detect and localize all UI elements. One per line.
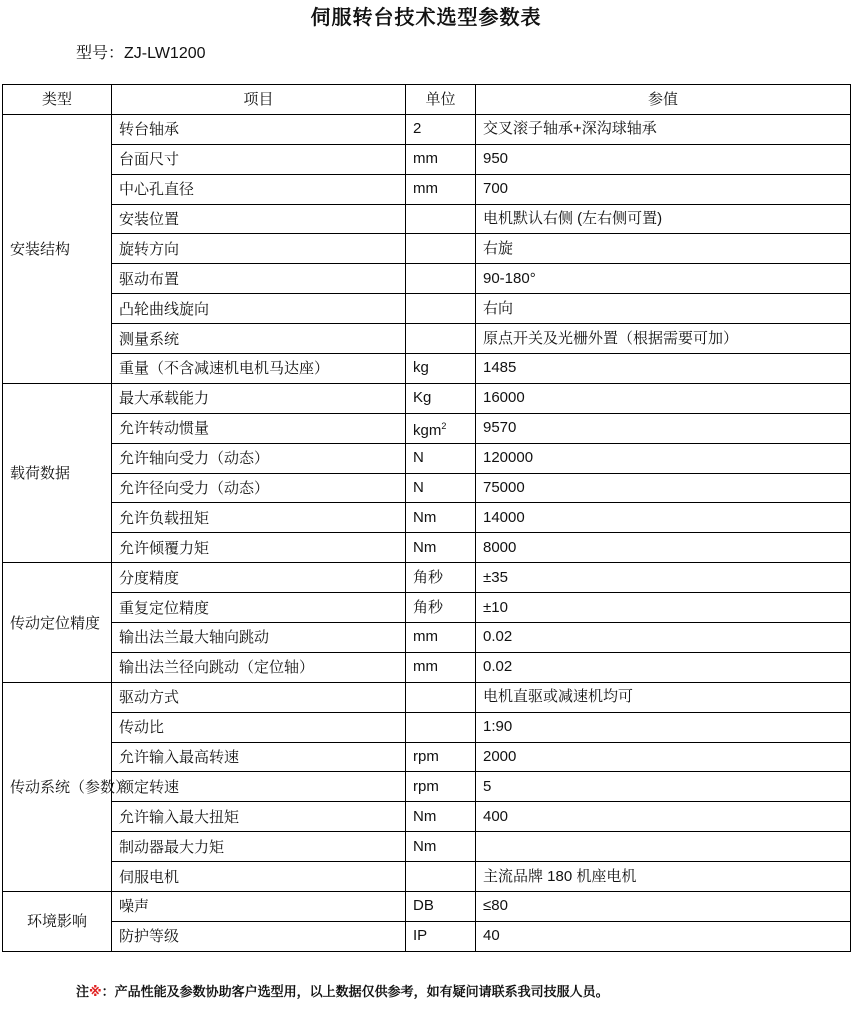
table-row (3, 652, 851, 682)
item-cell: 输出法兰径向跳动（定位轴） (112, 652, 406, 682)
table-row (3, 443, 851, 473)
value-cell: ±35 (476, 563, 851, 593)
unit-cell: 2 (406, 114, 476, 144)
item-cell: 额定转速 (112, 772, 406, 802)
table-row (3, 533, 851, 563)
table-row (3, 204, 851, 234)
table-row (3, 682, 851, 712)
item-cell: 安装位置 (112, 204, 406, 234)
reference-mark-icon: ※ (89, 985, 102, 1000)
footnote (76, 982, 609, 1004)
table-row (3, 294, 851, 324)
value-cell: 原点开关及光栅外置（根据需要可加） (476, 324, 851, 354)
header-type: 类型 (3, 85, 112, 115)
value-cell: 0.02 (476, 623, 851, 653)
unit-cell: N (406, 443, 476, 473)
value-cell: ≤80 (476, 892, 851, 922)
spec-table (2, 84, 851, 952)
table-row (3, 862, 851, 892)
value-cell: 电机默认右侧 (左右侧可置) (476, 204, 851, 234)
table-row (3, 473, 851, 503)
table-row (3, 354, 851, 384)
header-unit: 单位 (406, 85, 476, 115)
unit-cell (406, 862, 476, 892)
item-cell: 输出法兰最大轴向跳动 (112, 623, 406, 653)
value-cell: 右旋 (476, 234, 851, 264)
unit-superscript: 2 (441, 420, 447, 431)
header-item: 项目 (112, 85, 406, 115)
unit-cell: N (406, 473, 476, 503)
table-row (3, 264, 851, 294)
unit-cell: mm (406, 652, 476, 682)
table-row (3, 593, 851, 623)
item-cell: 防护等级 (112, 921, 406, 951)
value-cell: 电机直驱或减速机均可 (476, 682, 851, 712)
unit-cell: Nm (406, 503, 476, 533)
category-cell: 环境影响 (3, 892, 112, 952)
unit-cell (406, 294, 476, 324)
item-cell: 传动比 (112, 712, 406, 742)
table-row (3, 413, 851, 443)
model-line (76, 40, 206, 66)
item-cell: 允许负载扭矩 (112, 503, 406, 533)
item-cell: 凸轮曲线旋向 (112, 294, 406, 324)
value-cell: 120000 (476, 443, 851, 473)
item-cell: 允许倾覆力矩 (112, 533, 406, 563)
item-cell: 允许转动惯量 (112, 413, 406, 443)
value-cell: ±10 (476, 593, 851, 623)
table-row (3, 114, 851, 144)
table-row (3, 892, 851, 922)
table-row (3, 921, 851, 951)
unit-cell (406, 264, 476, 294)
item-cell: 允许轴向受力（动态） (112, 443, 406, 473)
value-cell: 0.02 (476, 652, 851, 682)
value-cell: 8000 (476, 533, 851, 563)
model-value: ZJ-LW1200 (124, 45, 206, 62)
table-row (3, 234, 851, 264)
unit-cell: DB (406, 892, 476, 922)
unit-cell (406, 204, 476, 234)
footnote-text: ：产品性能及参数协助客户选型用，以上数据仅供参考，如有疑问请联系我司技服人员。 (101, 985, 609, 1000)
model-label: 型号： (76, 43, 125, 62)
header-row (3, 85, 851, 115)
value-cell: 1485 (476, 354, 851, 384)
table-row (3, 174, 851, 204)
table-row (3, 772, 851, 802)
value-cell: 主流品牌 180 机座电机 (476, 862, 851, 892)
unit-cell: Nm (406, 533, 476, 563)
item-cell: 驱动方式 (112, 682, 406, 712)
value-cell (476, 832, 851, 862)
value-cell: 交叉滚子轴承+深沟球轴承 (476, 114, 851, 144)
item-cell: 允许径向受力（动态） (112, 473, 406, 503)
unit-cell: mm (406, 623, 476, 653)
category-cell: 安装结构 (3, 114, 112, 383)
item-cell: 中心孔直径 (112, 174, 406, 204)
table-row (3, 503, 851, 533)
unit-cell: Nm (406, 832, 476, 862)
table-row (3, 324, 851, 354)
item-cell: 允许输入最大扭矩 (112, 802, 406, 832)
unit-cell: kg (406, 354, 476, 384)
value-cell: 14000 (476, 503, 851, 533)
unit-cell: IP (406, 921, 476, 951)
value-cell: 400 (476, 802, 851, 832)
value-cell: 1:90 (476, 712, 851, 742)
value-cell: 700 (476, 174, 851, 204)
item-cell: 允许输入最高转速 (112, 742, 406, 772)
value-cell: 90-180° (476, 264, 851, 294)
item-cell: 伺服电机 (112, 862, 406, 892)
value-cell: 2000 (476, 742, 851, 772)
item-cell: 制动器最大力矩 (112, 832, 406, 862)
value-cell: 950 (476, 144, 851, 174)
unit-cell: Kg (406, 383, 476, 413)
value-cell: 40 (476, 921, 851, 951)
table-row (3, 832, 851, 862)
item-cell: 测量系统 (112, 324, 406, 354)
item-cell: 驱动布置 (112, 264, 406, 294)
table-row (3, 623, 851, 653)
item-cell: 噪声 (112, 892, 406, 922)
table-row (3, 712, 851, 742)
unit-cell (406, 712, 476, 742)
unit-text: kgm (413, 421, 442, 439)
item-cell: 重复定位精度 (112, 593, 406, 623)
item-cell: 最大承载能力 (112, 383, 406, 413)
value-cell: 5 (476, 772, 851, 802)
item-cell: 分度精度 (112, 563, 406, 593)
footnote-prefix: 注 (76, 985, 90, 1000)
item-cell: 转台轴承 (112, 114, 406, 144)
item-cell: 旋转方向 (112, 234, 406, 264)
unit-cell (406, 413, 476, 443)
unit-cell (406, 682, 476, 712)
unit-cell: 角秒 (406, 563, 476, 593)
page-title: 伺服转台技术选型参数表 (310, 5, 542, 29)
value-cell: 9570 (476, 413, 851, 443)
table-row (3, 563, 851, 593)
table-row (3, 383, 851, 413)
item-cell: 重量（不含减速机电机马达座） (112, 354, 406, 384)
value-cell: 16000 (476, 383, 851, 413)
table-row (3, 802, 851, 832)
category-cell: 传动定位精度 (3, 563, 112, 683)
category-cell: 载荷数据 (3, 383, 112, 562)
value-cell: 75000 (476, 473, 851, 503)
item-cell: 台面尺寸 (112, 144, 406, 174)
unit-cell: rpm (406, 742, 476, 772)
unit-cell: mm (406, 144, 476, 174)
table-row (3, 742, 851, 772)
table-row (3, 144, 851, 174)
unit-cell: mm (406, 174, 476, 204)
unit-cell: rpm (406, 772, 476, 802)
unit-cell (406, 324, 476, 354)
value-cell: 右向 (476, 294, 851, 324)
category-cell: 传动系统（参数） (3, 682, 112, 891)
unit-cell: 角秒 (406, 593, 476, 623)
unit-cell (406, 234, 476, 264)
unit-cell: Nm (406, 802, 476, 832)
header-value: 参值 (476, 85, 851, 115)
